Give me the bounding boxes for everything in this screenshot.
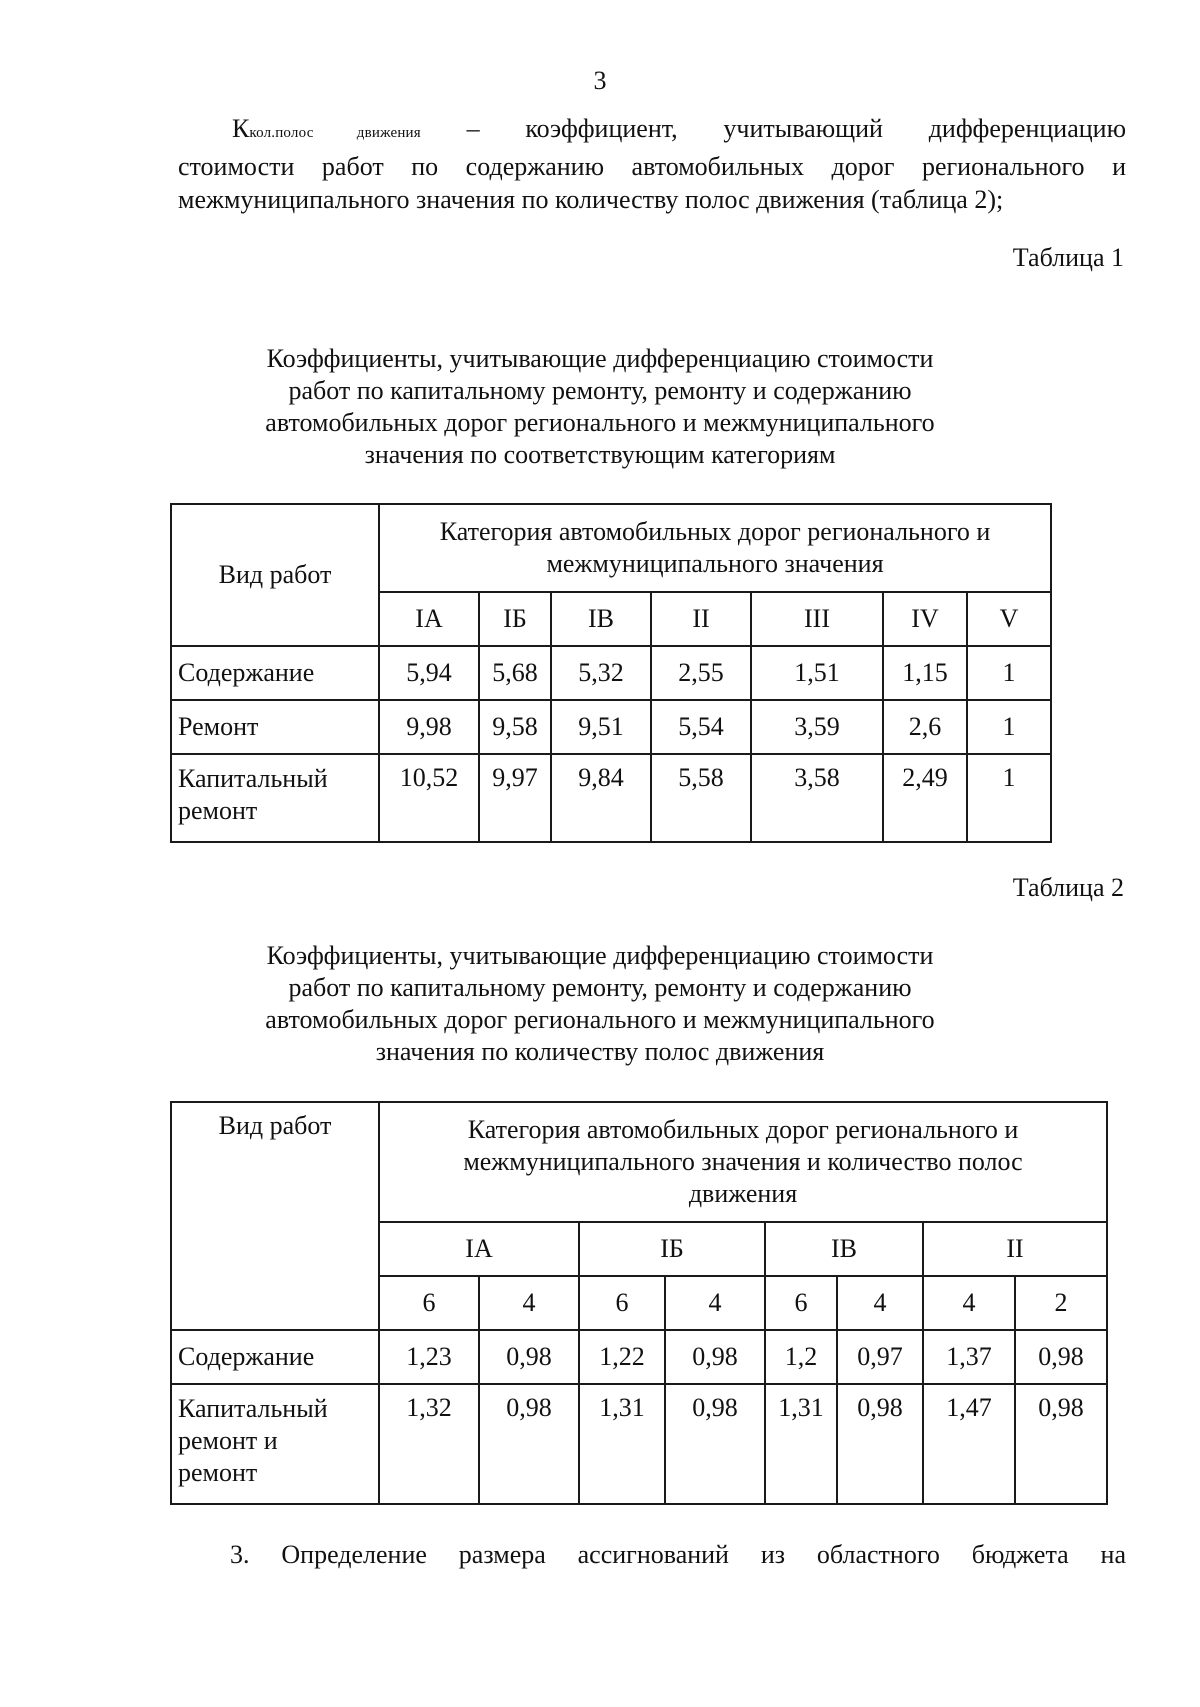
- table2-caption-line: Коэффициенты, учитывающие дифференциацию стоимости: [266, 941, 934, 970]
- table1-cell: 5,94: [379, 646, 479, 700]
- table1-cell: 9,98: [379, 700, 479, 754]
- intro-paragraph: [178, 112, 1126, 216]
- intro-rest-text: стоимости работ по содержанию автомобильных дорог регионального и межмуниципального значения по количеству полос движения (таблица 2);: [178, 152, 1126, 214]
- table2-lanes-header: 6: [379, 1276, 479, 1330]
- table1-cell: 3,59: [751, 700, 883, 754]
- table1-cell: 1,15: [883, 646, 967, 700]
- table1-cell: 1: [967, 700, 1051, 754]
- table2-cell: 0,98: [1015, 1384, 1107, 1504]
- table2-lanes-header: 4: [665, 1276, 765, 1330]
- page-number: 3: [593, 66, 607, 95]
- table2-caption-line: автомобильных дорог регионального и межмуниципального: [265, 1005, 935, 1034]
- table2-cell: 0,98: [479, 1330, 579, 1384]
- table-row: [171, 1384, 1107, 1504]
- table-row: [171, 700, 1051, 754]
- table2-category-header: IВ: [765, 1222, 923, 1276]
- table2-cell: 0,98: [665, 1330, 765, 1384]
- intro-first-line: [178, 112, 1126, 150]
- table1-cell: 2,6: [883, 700, 967, 754]
- table2: [170, 1101, 1108, 1505]
- table1-cell: 9,58: [479, 700, 551, 754]
- table1-col-header: IВ: [551, 592, 651, 646]
- table2-cell: 0,97: [837, 1330, 923, 1384]
- table2-lanes-header: 4: [923, 1276, 1015, 1330]
- table1-cell: 9,97: [479, 754, 551, 842]
- table2-label: Таблица 2: [1012, 873, 1124, 902]
- table1: [170, 503, 1052, 843]
- table1-row-name: Капитальный ремонт: [171, 754, 379, 842]
- table1-group-header: Категория автомобильных дорог регионального и межмуниципального значения: [379, 504, 1051, 592]
- table2-lanes-header: 6: [765, 1276, 837, 1330]
- table2-cell: 0,98: [1015, 1330, 1107, 1384]
- table2-cell: 1,37: [923, 1330, 1015, 1384]
- table2-cell: 0,98: [837, 1384, 923, 1504]
- table2-row-name: Капитальный ремонт и ремонт: [171, 1384, 379, 1504]
- table1-cell: 2,49: [883, 754, 967, 842]
- table1-cell: 1,51: [751, 646, 883, 700]
- table1-caption-line: Коэффициенты, учитывающие дифференциацию стоимости: [266, 344, 934, 373]
- table1-cell: 10,52: [379, 754, 479, 842]
- table1-cell: 5,68: [479, 646, 551, 700]
- table-row: [171, 646, 1051, 700]
- table1-caption-line: значения по соответствующим категориям: [364, 440, 836, 469]
- table2-cell: 0,98: [665, 1384, 765, 1504]
- table1-cell: 3,58: [751, 754, 883, 842]
- table-row: [171, 754, 1051, 842]
- intro-line1-text: – коэффициент, учитывающий дифференциацию: [466, 114, 1127, 143]
- table2-cell: 1,31: [765, 1384, 837, 1504]
- table-row: [171, 1330, 1107, 1384]
- table2-cell: 1,23: [379, 1330, 479, 1384]
- table1-caption-line: работ по капитальному ремонту, ремонту и содержанию: [288, 376, 912, 405]
- table2-lanes-header: 2: [1015, 1276, 1107, 1330]
- table2-group-header: Категория автомобильных дорог регионального и межмуниципального значения и количество полос движения: [379, 1102, 1107, 1222]
- table1-col-header: III: [751, 592, 883, 646]
- table2-cell: 1,22: [579, 1330, 665, 1384]
- table1-row-name: Ремонт: [171, 700, 379, 754]
- table1-col-header: V: [967, 592, 1051, 646]
- section-3-heading: 3. Определение размера ассигнований из областного бюджета на: [230, 1540, 1126, 1569]
- table1-col-header: IV: [883, 592, 967, 646]
- coefficient-subscript: кол.полос движения: [249, 125, 421, 141]
- table1-row-header: Вид работ: [171, 504, 379, 646]
- table2-cell: 1,32: [379, 1384, 479, 1504]
- table2-category-header: IА: [379, 1222, 579, 1276]
- table2-lanes-header: 4: [837, 1276, 923, 1330]
- table1-cell: 9,51: [551, 700, 651, 754]
- table2-caption-line: работ по капитальному ремонту, ремонту и содержанию: [288, 973, 912, 1002]
- coefficient-symbol: К: [232, 114, 250, 143]
- table1-col-header: II: [651, 592, 751, 646]
- table2-caption: [0, 940, 1200, 1068]
- table2-cell: 1,31: [579, 1384, 665, 1504]
- table1-label: Таблица 1: [1012, 243, 1124, 272]
- table1-cell: 1: [967, 646, 1051, 700]
- table1-row-name: Содержание: [171, 646, 379, 700]
- table1-cell: 5,58: [651, 754, 751, 842]
- table2-cell: 1,2: [765, 1330, 837, 1384]
- table1-col-header: IБ: [479, 592, 551, 646]
- table2-caption-line: значения по количеству полос движения: [375, 1037, 825, 1066]
- table2-lanes-header: 6: [579, 1276, 665, 1330]
- table2-category-header: IБ: [579, 1222, 765, 1276]
- table2-cell: 1,47: [923, 1384, 1015, 1504]
- table2-lanes-header: 4: [479, 1276, 579, 1330]
- table1-cell: 2,55: [651, 646, 751, 700]
- table2-cell: 0,98: [479, 1384, 579, 1504]
- table1-cell: 1: [967, 754, 1051, 842]
- table1-cell: 5,32: [551, 646, 651, 700]
- table2-row-header: Вид работ: [171, 1102, 379, 1330]
- table1-col-header: IА: [379, 592, 479, 646]
- table1-cell: 5,54: [651, 700, 751, 754]
- table1-caption: [0, 343, 1200, 471]
- table1-cell: 9,84: [551, 754, 651, 842]
- table2-row-name: Содержание: [171, 1330, 379, 1384]
- table2-category-header: II: [923, 1222, 1107, 1276]
- table1-caption-line: автомобильных дорог регионального и межмуниципального: [265, 408, 935, 437]
